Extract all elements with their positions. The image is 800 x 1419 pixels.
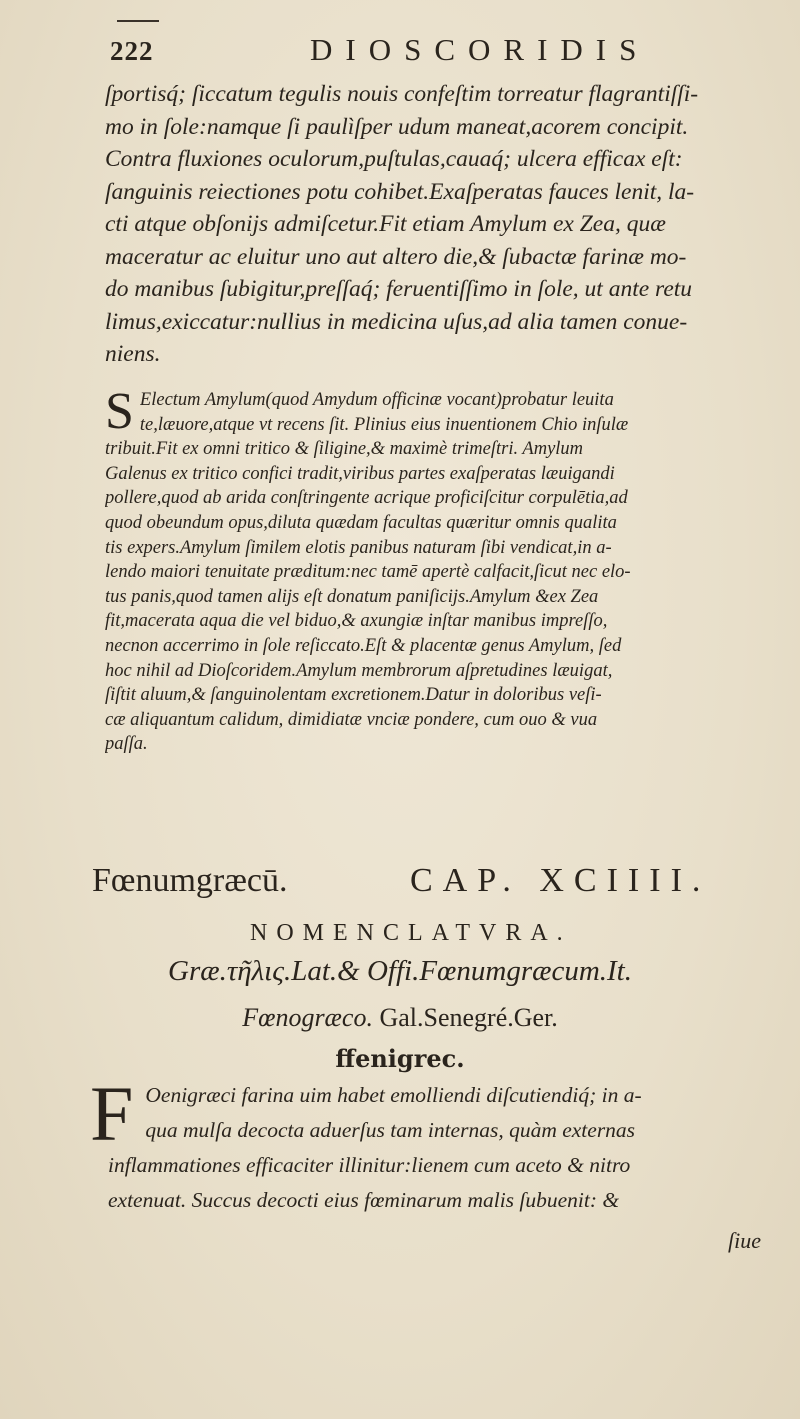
- text-line: fit,macerata aqua die vel biduo,& axungiæ inſtar manibus impreſſo,: [105, 611, 608, 632]
- text-line: limus,exiccatur:nullius in medicina uſus,ad alia tamen conue-: [105, 308, 688, 335]
- chapter-title: Fœnumgræcū.: [92, 862, 288, 899]
- names-line-1: Græ.τῆλις.Lat.& Offi.Fœnumgræcum.It.: [168, 955, 632, 987]
- text-line: ſanguinis reiectiones potu cohibet.Exaſperatas fauces lenit, la-: [105, 178, 695, 205]
- text-line: extenuat. Succus decocti eius fœminarum malis ſubuenit: &: [108, 1188, 620, 1212]
- text-line: tus panis,quod tamen alijs eſt donatum paniſicijs.Amylum &ex Zea: [105, 586, 599, 607]
- text-line: cæ aliquantum calidum, dimidiatæ vnciæ pondere, cum ouo & vua: [105, 709, 598, 730]
- text-line: niens.: [105, 341, 161, 367]
- text-line: tribuit.Fit ex omni tritico & ſiligine,& maximè trimeſtri. Amylum: [105, 439, 584, 460]
- chapter-number: CAP. XCIIII.: [410, 862, 711, 899]
- text-line: te,læuore,atque vt recens ſit. Plinius eius inuentionem Chio inſulæ: [139, 414, 629, 435]
- text-line: necnon accerrimo in ſole reſiccato.Eſt & placentæ genus Amylum, ſed: [105, 635, 622, 656]
- names-line-3-blackletter: ffenigrec.: [335, 1044, 465, 1073]
- text-line: Galenus ex tritico confici tradit,viribus partes exaſperatas læuigandi: [105, 463, 615, 484]
- names-upright: Gal.Senegré.Ger.: [372, 1003, 558, 1032]
- page-header: [110, 30, 760, 70]
- text-line: hoc nihil ad Dioſcoridem.Amylum membrorum aſpretudines læuigat,: [105, 660, 613, 681]
- running-title: DIOSCORIDIS: [310, 32, 650, 67]
- text-line: mo in ſole:namque ſi paulìſper udum maneat,acorem concipit.: [105, 113, 689, 140]
- chapter-heading: [92, 862, 772, 904]
- text-line: pollere,quod ab arida conſtringente acrique proficiſcitur corpulētia,ad: [105, 488, 628, 509]
- text-line: do manibus ſubigitur,preſſaq́; feruentiſſimo in ſole, ut ante retu: [105, 276, 693, 302]
- paragraph-amylum-continuation: [105, 78, 765, 371]
- drop-cap-s: S: [105, 383, 134, 440]
- text-line: lendo maiori tenuitate præditum:nec tamē apertè calfacit,ſicut nec elo-: [105, 562, 631, 583]
- text-line: Oenigræci farina uim habet emolliendi diſcutiendiq́; in a-: [145, 1083, 642, 1107]
- paragraph-commentary: [105, 383, 765, 757]
- names-italic: Fœnogræco.: [242, 1003, 373, 1032]
- text-line: tis expers.Amylum ſimilem elotis panibus naturam ſibi vendicat,in a-: [105, 537, 612, 558]
- text-line: ſiſtit aluum,& ſanguinolentam excretionem.Datur in doloribus veſi-: [105, 685, 602, 706]
- text-line: ſportisq́; ſiccatum tegulis nouis confeſtim torreatur flagrantiſſi-: [105, 81, 699, 107]
- text-line: inflammationes efficaciter illinitur:lienem cum aceto & nitro: [108, 1153, 631, 1177]
- paragraph-foenumgraecum: [90, 1070, 768, 1218]
- text-line: paſſa.: [105, 734, 148, 755]
- text-line: Electum Amylum(quod Amydum officinæ vocant)probatur leuita: [139, 390, 614, 410]
- text-line: qua mulſa decocta aduerſus tam internas, quàm externas: [145, 1118, 636, 1142]
- drop-cap-f: F: [90, 1070, 134, 1157]
- nomenclatura-heading: NOMENCLATVRA.: [250, 920, 572, 946]
- text-line: Contra fluxiones oculorum,puſtulas,cauaq́; ulcera efficax eſt:: [105, 146, 683, 172]
- catchword: ſiue: [728, 1228, 761, 1253]
- page-number: 222: [110, 36, 154, 66]
- names-line-2: [0, 1003, 800, 1033]
- text-line: cti atque obſonijs admiſcetur.Fit etiam Amylum ex Zea, quæ: [105, 211, 666, 237]
- text-line: maceratur ac eluitur uno aut altero die,& ſubactæ farinæ mo-: [105, 243, 687, 270]
- text-line: quod obeundum opus,diluta quædam facultas quæritur omnis qualita: [105, 512, 617, 533]
- header-rule-mark: [117, 20, 159, 22]
